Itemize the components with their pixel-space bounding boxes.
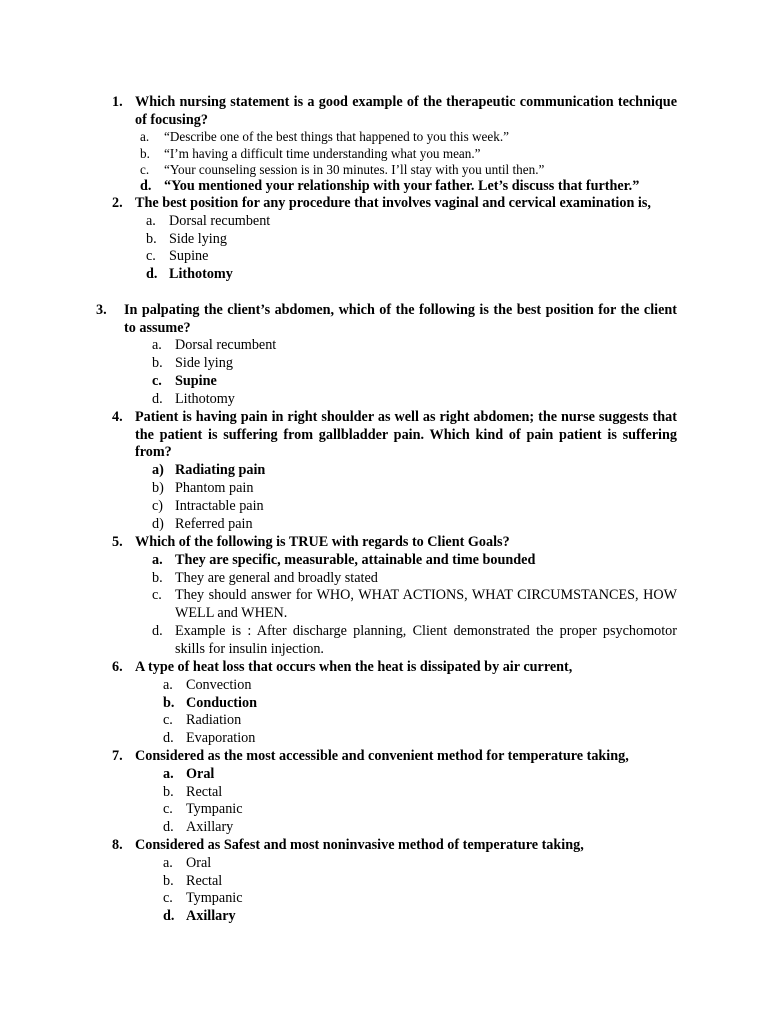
question-text: Considered as Safest and most noninvasive method of temperature taking, [135,837,584,853]
option-text: Referred pain [175,515,253,532]
option-label: a) [152,461,164,478]
option-label: a. [163,676,173,693]
answer-option [96,730,677,748]
question-number: 7. [112,748,123,764]
option-text: Axillary [186,819,234,836]
option-label: b) [152,479,164,496]
answer-option [96,337,677,355]
option-text: Rectal [186,872,223,889]
option-text: Intractable pain [175,497,264,514]
option-text: Example is : After discharge planning, Client demonstrated the proper psychomotor skills for insulin injection. [175,623,677,658]
option-text: Supine [175,373,217,389]
answer-option [96,248,677,266]
answer-option [96,801,677,819]
question-text: Patient is having pain in right shoulder as well as right abdomen; the nurse suggests that the patient is suffering from gallbladder pain. Which kind of pain patient is suffering from? [135,409,677,461]
option-text: Side lying [175,355,233,372]
option-text: Side lying [169,230,227,247]
option-text: Lithotomy [169,266,233,283]
question-number: 4. [112,409,123,425]
answer-option-correct [96,178,677,196]
answer-option-correct [96,373,677,391]
question-number: 5. [112,534,123,550]
answer-option [96,712,677,730]
answer-option [96,391,677,409]
option-text: Lithotomy [175,390,235,407]
question-number: 8. [112,837,123,853]
option-label: c. [140,162,150,177]
answer-option [96,213,677,231]
option-text: Evaporation [186,730,256,747]
option-label: d. [163,730,174,747]
option-text: Axillary [186,908,236,925]
option-label: b. [163,872,174,889]
option-text: Tympanic [186,890,243,907]
option-label: d. [152,390,163,407]
option-text: Dorsal recumbent [169,212,271,229]
option-label: c. [152,587,162,604]
answer-option [96,480,677,498]
option-text: Dorsal recumbent [175,337,277,354]
option-label: d. [140,178,152,195]
question-text: The best position for any procedure that involves vaginal and cervical examination is, [135,195,651,211]
answer-option-correct [96,266,677,284]
question-text: A type of heat loss that occurs when the heat is dissipated by air current, [135,659,573,675]
option-label: a. [163,854,173,871]
option-label: b. [152,569,163,586]
option-label: d. [146,266,158,283]
option-text: Conduction [186,694,257,711]
option-label: c. [146,248,156,265]
answer-option [96,677,677,695]
answer-option [96,355,677,373]
option-text: Supine [169,248,209,265]
option-text: “I’m having a difficult time understanding what you mean.” [164,145,481,161]
option-text: Radiating pain [175,461,266,478]
option-text: Rectal [186,783,223,800]
question-6 [96,659,677,748]
option-label: a. [152,551,163,568]
option-label: a. [163,765,174,782]
question-text: Considered as the most accessible and convenient method for temperature taking, [135,748,629,764]
option-label: a. [152,337,162,354]
option-label: b. [146,230,157,247]
question-text: In palpating the client’s abdomen, which of the following is the best position for the client to assume? [124,302,677,336]
question-3 [96,302,677,409]
option-label: b. [163,694,175,711]
answer-option [96,819,677,837]
answer-option-correct [96,552,677,570]
answer-option-correct [96,908,677,926]
option-label: b. [152,355,163,372]
option-text: Oral [186,854,212,871]
question-number: 3. [96,302,107,318]
answer-option [96,623,677,659]
question-8 [96,837,677,926]
option-label: d) [152,515,164,532]
answer-option [96,855,677,873]
answer-option [96,873,677,891]
question-5 [96,534,677,659]
question-number: 2. [112,195,123,211]
option-label: c) [152,497,164,514]
option-label: b. [140,145,150,161]
option-label: a. [140,129,150,145]
option-label: d. [163,819,174,836]
option-text: “Your counseling session is in 30 minutes. I’ll stay with you until then.” [164,162,545,177]
option-label: c. [163,712,173,729]
question-text: Which nursing statement is a good example of the therapeutic communication technique of focusing? [135,94,677,128]
answer-option [96,129,677,145]
answer-option [96,498,677,516]
answer-option-correct [96,462,677,480]
question-4 [96,409,677,533]
option-text: Tympanic [186,801,243,818]
question-number: 6. [112,659,123,675]
option-text: They are general and broadly stated [175,569,378,586]
answer-option [96,231,677,249]
option-label: d. [152,623,163,640]
answer-option-correct [96,766,677,784]
option-label: b. [163,783,174,800]
option-text: “Describe one of the best things that happened to you this week.” [164,129,509,145]
option-text: Phantom pain [175,479,254,496]
question-7 [96,748,677,837]
answer-option [96,784,677,802]
answer-option [96,587,677,623]
option-text: Oral [186,765,215,782]
answer-option [96,570,677,588]
option-label: c. [152,373,162,389]
option-label: a. [146,212,156,229]
answer-option [96,516,677,534]
question-1 [96,94,677,196]
answer-option [96,162,677,178]
option-text: “You mentioned your relationship with your father. Let’s discuss that further.” [164,178,640,195]
option-text: Convection [186,676,252,693]
question-text: Which of the following is TRUE with regards to Client Goals? [135,534,510,550]
option-text: They should answer for WHO, WHAT ACTIONS, WHAT CIRCUMSTANCES, HOW WELL and WHEN. [175,587,677,622]
option-text: Radiation [186,712,242,729]
option-label: c. [163,801,173,818]
question-number: 1. [112,94,123,110]
answer-option [96,146,677,162]
answer-option [96,890,677,908]
option-text: They are specific, measurable, attainable and time bounded [175,551,536,568]
option-label: d. [163,908,175,925]
question-2 [96,195,677,284]
option-label: c. [163,890,173,907]
answer-option-correct [96,695,677,713]
